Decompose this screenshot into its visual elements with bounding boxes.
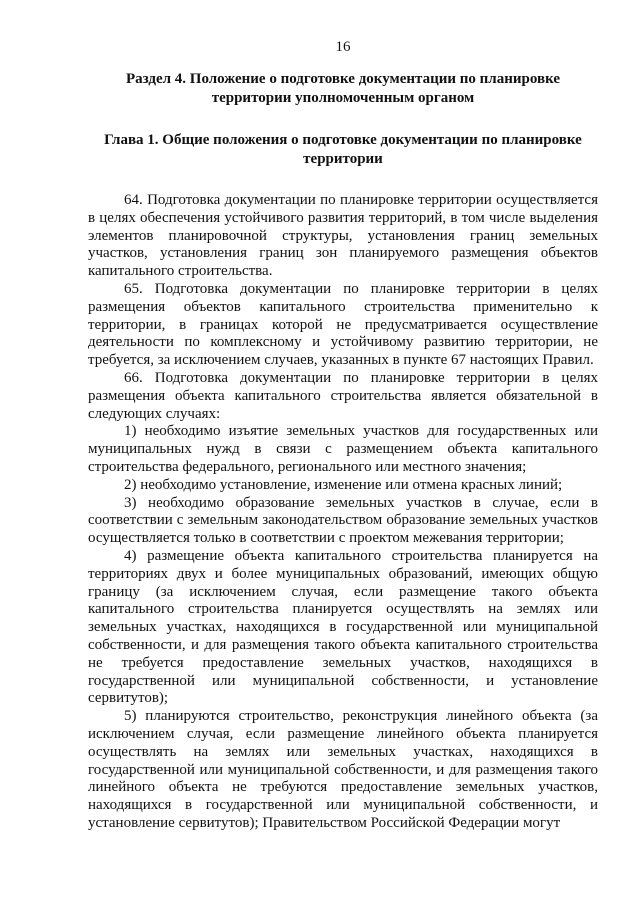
document-body	[88, 192, 598, 833]
list-item-5: 5) планируются строительство, реконструкция линейного объекта (за исключением случая, если размещение линейного объекта планируется осуществлять на землях или земельных участках, находящихся в государственной или муниципальной собственности, и для размещения такого линейного объекта не требуются предоставление земельных участков, находящихся в государственной или муниципальной собственности, и установление сервитутов); Правительством Российской Федерации могут	[88, 708, 598, 831]
paragraph-65: 65. Подготовка документации по планировке территории в целях размещения объектов капитального строительства применительно к территории, в границах которой не предусматривается осуществление деятельности по комплексному и устойчивому развитию территории, не требуется, за исключением случаев, указанных в пункте 67 настоящих Правил.	[88, 280, 598, 369]
paragraph-64: 64. Подготовка документации по планировке территории осуществляется в целях обеспечения устойчивого развития территорий, в том числе выделения элементов планировочной структуры, установления границ земельных участков, установления границ зон планируемого размещения объектов капитального строительства.	[88, 192, 598, 280]
chapter-heading: Глава 1. Общие положения о подготовке документации по планировке территории	[104, 132, 582, 167]
list-item-1: 1) необходимо изъятие земельных участков для государственных или муниципальных нужд в связи с размещением объекта капитального строительства федерального, регионального или местного значения;	[88, 423, 598, 475]
paragraph-66: 66. Подготовка документации по планировке территории в целях размещения объекта капитального строительства является обязательной в следующих случаях:	[88, 369, 598, 422]
section-heading: Раздел 4. Положение о подготовке документации по планировке территории уполномоченным органом	[125, 71, 561, 106]
list-item-3: 3) необходимо образование земельных участков в случае, если в соответствии с земельным законодательством образование земельных участков осуществляется только в соответствии с проектом межевания территории;	[88, 494, 598, 547]
list-item-4: 4) размещение объекта капитального строительства планируется на территориях двух и более муниципальных образований, имеющих общую границу (за исключением случая, если размещение такого объекта капитального строительства планируется осуществлять на землях или земельных участках, находящихся в государственной или муниципальной собственности, и для размещения такого объекта капитального строительства не требуется предоставление земельных участков, находящихся в государственной или муниципальной собственности, и установление сервитутов);	[88, 547, 598, 707]
list-item-2: 2) необходимо установление, изменение или отмена красных линий;	[124, 476, 563, 493]
page-number: 16	[335, 39, 351, 55]
